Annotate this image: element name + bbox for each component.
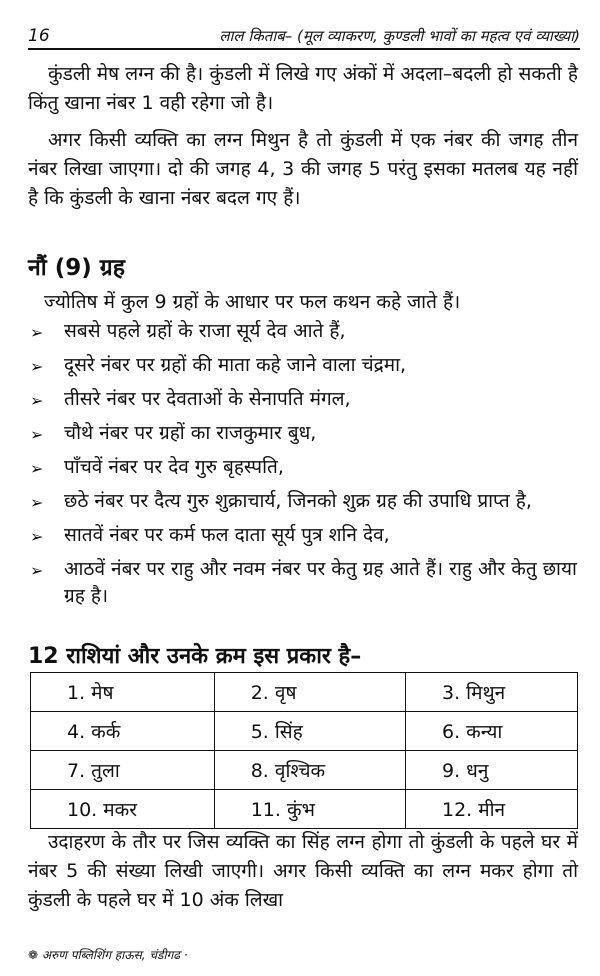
rashi-heading: 12 राशियां और उनके क्रम इस प्रकार है– xyxy=(28,644,362,669)
arrow-bullet-icon: ➢ xyxy=(30,493,44,512)
list-item: ➢ छठे नंबर पर दैत्य गुरु शुक्राचार्य, जिनको शुक्र ग्रह की उपाधि प्राप्त है, xyxy=(28,488,588,515)
table-cell: 7. तुला xyxy=(31,751,215,790)
arrow-bullet-icon: ➢ xyxy=(30,323,44,342)
arrow-bullet-icon: ➢ xyxy=(30,459,44,478)
table-cell: 1. मेष xyxy=(31,673,215,712)
rashi-table xyxy=(30,672,578,829)
table-row xyxy=(31,712,578,751)
table-cell: 10. मकर xyxy=(31,790,215,829)
publisher-footer: ❁ अरुण पब्लिशिंग हाऊस, चंडीगढ · xyxy=(28,948,188,962)
arrow-bullet-icon: ➢ xyxy=(30,357,44,376)
arrow-bullet-icon: ➢ xyxy=(30,425,44,444)
table-cell: 6. कन्या xyxy=(406,712,578,751)
list-item: ➢ दूसरे नंबर पर ग्रहों की माता कहे जाने वाला चंद्रमा, xyxy=(28,352,588,379)
page-header xyxy=(28,24,580,48)
graha-heading: नौं (9) ग्रह xyxy=(28,255,125,281)
table-cell: 4. कर्क xyxy=(31,712,215,751)
closing-paragraph: उदाहरण के तौर पर जिस व्यक्ति का सिंह लग्न होगा तो कुंडली के पहले घर में नंबर 5 की संख्या लिखी जाएगी। अगर किसी व्यक्ति का लग्न मकर होगा तो कुंडली के पहले घर में 10 अंक लिखा xyxy=(28,831,578,911)
graha-intro: ज्योतिष में कुल 9 ग्रहों के आधार पर फल कथन कहे जाते हैं। xyxy=(44,291,461,313)
list-item: ➢ सातवें नंबर पर कर्म फल दाता सूर्य पुत्र शनि देव, xyxy=(28,522,588,549)
table-cell: 11. कुंभ xyxy=(214,790,405,829)
list-item: ➢ चौथे नंबर पर ग्रहों का राजकुमार बुध, xyxy=(28,420,588,447)
table-cell: 9. धनु xyxy=(406,751,578,790)
page-number: 16 xyxy=(28,26,50,46)
paragraph-1: कुंडली मेष लग्न की है। कुंडली में लिखे गए अंकों में अदला–बदली हो सकती है किंतु खाना नंबर 1 वही रहेगा जो है। xyxy=(28,63,578,114)
table-cell: 2. वृष xyxy=(214,673,405,712)
table-cell: 12. मीन xyxy=(406,790,578,829)
arrow-bullet-icon: ➢ xyxy=(30,391,44,410)
table-row xyxy=(31,751,578,790)
running-title: लाल किताब– (मूल व्याकरण, कुण्डली भावों का महत्व एवं व्याख्या) xyxy=(219,27,580,45)
paragraph-2: अगर किसी व्यक्ति का लग्न मिथुन है तो कुंडली में एक नंबर की जगह तीन नंबर लिखा जाएगा। दो की जगह 4, 3 की जगह 5 परंतु इसका मतलब यह नहीं है कि कुंडली के खाना नंबर बदल गए हैं। xyxy=(28,129,578,209)
table-cell: 3. मिथुन xyxy=(406,673,578,712)
list-item: ➢ तीसरे नंबर पर देवताओं के सेनापति मंगल, xyxy=(28,386,588,413)
table-cell: 5. सिंह xyxy=(214,712,405,751)
list-item: ➢ आठवें नंबर पर राहु और नवम नंबर पर केतु ग्रह आते हैं। राहु और केतु छाया ग्रह है। xyxy=(30,558,577,607)
table-cell: 8. वृश्चिक xyxy=(214,751,405,790)
graha-list xyxy=(28,318,588,617)
arrow-bullet-icon: ➢ xyxy=(30,561,44,580)
list-item: ➢ पाँचवें नंबर पर देव गुरु बृहस्पति, xyxy=(28,454,588,481)
arrow-bullet-icon: ➢ xyxy=(30,527,44,546)
table-row xyxy=(31,790,578,829)
list-item: ➢ सबसे पहले ग्रहों के राजा सूर्य देव आते हैं, xyxy=(28,318,588,345)
header-divider xyxy=(28,48,580,50)
table-row xyxy=(31,673,578,712)
